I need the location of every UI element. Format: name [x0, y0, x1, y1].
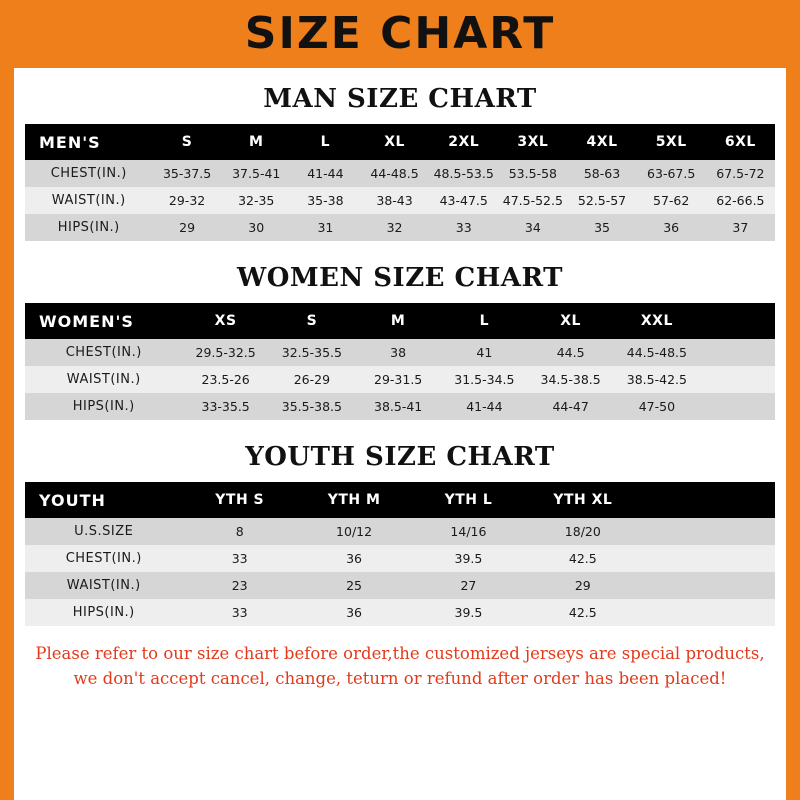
- women-row2-spacer: [700, 393, 775, 420]
- men-header-cell-1: S: [153, 124, 222, 160]
- table-row: [25, 187, 775, 214]
- men-row0-cell1: 37.5-41: [222, 160, 291, 187]
- youth-header-cell-3: YTH L: [411, 482, 525, 518]
- men-header-cell-8: 5XL: [637, 124, 706, 160]
- women-table-body: [25, 339, 775, 420]
- men-header-cell-9: 6XL: [706, 124, 775, 160]
- youth-row2-spacer: [640, 572, 775, 599]
- youth-row3-spacer: [640, 599, 775, 626]
- men-row2-cell0: 29: [153, 214, 222, 241]
- men-row0-cell3: 44-48.5: [360, 160, 429, 187]
- youth-row1-cell1: 36: [297, 545, 411, 572]
- youth-row2-label: WAIST(IN.): [25, 572, 183, 599]
- youth-row1-cell2: 39.5: [411, 545, 525, 572]
- men-row0-cell4: 48.5-53.5: [429, 160, 498, 187]
- men-row0-cell6: 58-63: [567, 160, 636, 187]
- youth-row0-cell2: 14/16: [411, 518, 525, 545]
- women-header-cell-5: XL: [528, 303, 614, 339]
- youth-row1-cell0: 33: [183, 545, 297, 572]
- men-row0-cell5: 53.5-58: [498, 160, 567, 187]
- men-row1-cell4: 43-47.5: [429, 187, 498, 214]
- men-header-cell-7: 4XL: [567, 124, 636, 160]
- men-row2-cell7: 36: [637, 214, 706, 241]
- youth-row0-cell3: 18/20: [526, 518, 640, 545]
- table-row: [25, 518, 775, 545]
- women-row1-cell1: 26-29: [269, 366, 355, 393]
- youth-header-cell-4: YTH XL: [526, 482, 640, 518]
- men-row1-label: WAIST(IN.): [25, 187, 153, 214]
- content-area: [14, 84, 786, 692]
- men-row2-cell2: 31: [291, 214, 360, 241]
- youth-header-spacer: [640, 482, 775, 518]
- youth-header-cell-0: YOUTH: [25, 482, 183, 518]
- men-row0-label: CHEST(IN.): [25, 160, 153, 187]
- footer-line-1: Please refer to our size chart before order,the customized jerseys are special products,: [35, 644, 765, 663]
- youth-row1-label: CHEST(IN.): [25, 545, 183, 572]
- table-header-row: [25, 124, 775, 160]
- women-header-cell-6: XXL: [614, 303, 700, 339]
- men-row2-cell6: 35: [567, 214, 636, 241]
- youth-row0-cell0: 8: [183, 518, 297, 545]
- footer-line-2: we don't accept cancel, change, teturn or refund after order has been placed!: [73, 668, 727, 688]
- women-header-cell-0: WOMEN'S: [25, 303, 183, 339]
- youth-row0-cell1: 10/12: [297, 518, 411, 545]
- women-row0-cell0: 29.5-32.5: [183, 339, 269, 366]
- women-row0-cell3: 41: [441, 339, 527, 366]
- youth-row3-cell0: 33: [183, 599, 297, 626]
- women-section-title: WOMEN SIZE CHART: [237, 263, 563, 293]
- youth-header-cell-2: YTH M: [297, 482, 411, 518]
- women-row1-cell3: 31.5-34.5: [441, 366, 527, 393]
- table-row: [25, 599, 775, 626]
- women-row1-cell2: 29-31.5: [355, 366, 441, 393]
- table-row: [25, 393, 775, 420]
- men-header-cell-3: L: [291, 124, 360, 160]
- men-size-table: [25, 124, 775, 241]
- youth-table-body: [25, 518, 775, 626]
- youth-section-title: YOUTH SIZE CHART: [245, 442, 555, 472]
- youth-row3-cell3: 42.5: [526, 599, 640, 626]
- women-header-spacer: [700, 303, 775, 339]
- table-row: [25, 572, 775, 599]
- men-row2-label: HIPS(IN.): [25, 214, 153, 241]
- women-header-cell-4: L: [441, 303, 527, 339]
- women-row1-cell0: 23.5-26: [183, 366, 269, 393]
- men-row1-cell5: 47.5-52.5: [498, 187, 567, 214]
- women-row0-cell2: 38: [355, 339, 441, 366]
- table-row: [25, 545, 775, 572]
- men-row1-cell1: 32-35: [222, 187, 291, 214]
- women-row2-cell2: 38.5-41: [355, 393, 441, 420]
- men-row1-cell0: 29-32: [153, 187, 222, 214]
- men-header-cell-2: M: [222, 124, 291, 160]
- men-row1-cell3: 38-43: [360, 187, 429, 214]
- men-section-title: MAN SIZE CHART: [263, 84, 537, 114]
- women-row0-cell1: 32.5-35.5: [269, 339, 355, 366]
- women-row2-cell5: 47-50: [614, 393, 700, 420]
- youth-row2-cell1: 25: [297, 572, 411, 599]
- women-table-head: [25, 303, 775, 339]
- men-header-cell-4: XL: [360, 124, 429, 160]
- women-size-table: [25, 303, 775, 420]
- women-row2-label: HIPS(IN.): [25, 393, 183, 420]
- women-row1-spacer: [700, 366, 775, 393]
- women-row0-spacer: [700, 339, 775, 366]
- men-row2-cell8: 37: [706, 214, 775, 241]
- men-table-head: [25, 124, 775, 160]
- youth-row3-cell1: 36: [297, 599, 411, 626]
- women-row2-cell0: 33-35.5: [183, 393, 269, 420]
- table-header-row: [25, 303, 775, 339]
- footer-disclaimer: [25, 642, 775, 692]
- women-row0-label: CHEST(IN.): [25, 339, 183, 366]
- men-row2-cell5: 34: [498, 214, 567, 241]
- youth-header-cell-1: YTH S: [183, 482, 297, 518]
- men-row2-cell3: 32: [360, 214, 429, 241]
- men-row0-cell8: 67.5-72: [706, 160, 775, 187]
- youth-row1-spacer: [640, 545, 775, 572]
- table-row: [25, 366, 775, 393]
- women-header-cell-1: XS: [183, 303, 269, 339]
- women-row2-cell3: 41-44: [441, 393, 527, 420]
- women-row0-cell4: 44.5: [528, 339, 614, 366]
- youth-row1-cell3: 42.5: [526, 545, 640, 572]
- youth-row3-label: HIPS(IN.): [25, 599, 183, 626]
- page-title: SIZE CHART: [244, 8, 556, 59]
- women-row2-cell4: 44-47: [528, 393, 614, 420]
- youth-size-table: [25, 482, 775, 626]
- men-row0-cell0: 35-37.5: [153, 160, 222, 187]
- women-header-cell-3: M: [355, 303, 441, 339]
- men-header-cell-0: MEN'S: [25, 124, 153, 160]
- men-row2-cell1: 30: [222, 214, 291, 241]
- youth-row2-cell2: 27: [411, 572, 525, 599]
- table-header-row: [25, 482, 775, 518]
- youth-row0-label: U.S.SIZE: [25, 518, 183, 545]
- header-banner: [0, 0, 800, 68]
- men-row1-cell6: 52.5-57: [567, 187, 636, 214]
- youth-row0-spacer: [640, 518, 775, 545]
- youth-row2-cell0: 23: [183, 572, 297, 599]
- men-row1-cell8: 62-66.5: [706, 187, 775, 214]
- table-row: [25, 160, 775, 187]
- men-row2-cell4: 33: [429, 214, 498, 241]
- women-row1-label: WAIST(IN.): [25, 366, 183, 393]
- men-row0-cell2: 41-44: [291, 160, 360, 187]
- men-table-body: [25, 160, 775, 241]
- table-row: [25, 339, 775, 366]
- table-row: [25, 214, 775, 241]
- men-row0-cell7: 63-67.5: [637, 160, 706, 187]
- women-row1-cell5: 38.5-42.5: [614, 366, 700, 393]
- women-row0-cell5: 44.5-48.5: [614, 339, 700, 366]
- men-header-cell-5: 2XL: [429, 124, 498, 160]
- men-header-cell-6: 3XL: [498, 124, 567, 160]
- men-row1-cell2: 35-38: [291, 187, 360, 214]
- women-header-cell-2: S: [269, 303, 355, 339]
- men-row1-cell7: 57-62: [637, 187, 706, 214]
- youth-row2-cell3: 29: [526, 572, 640, 599]
- women-row2-cell1: 35.5-38.5: [269, 393, 355, 420]
- youth-table-head: [25, 482, 775, 518]
- youth-row3-cell2: 39.5: [411, 599, 525, 626]
- women-row1-cell4: 34.5-38.5: [528, 366, 614, 393]
